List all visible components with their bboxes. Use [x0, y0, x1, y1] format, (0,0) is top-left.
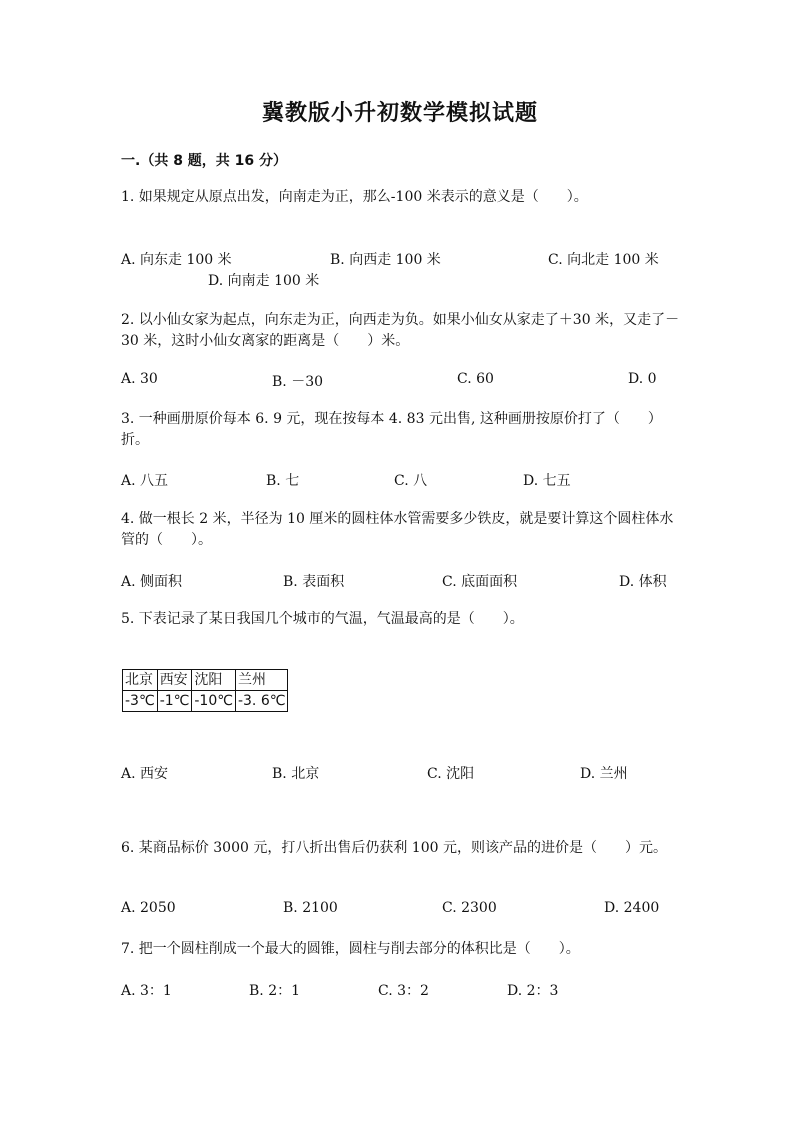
- q6-option-b[interactable]: B. 2100: [283, 900, 338, 916]
- q2-option-d[interactable]: D. 0: [628, 371, 657, 387]
- question-3: 3. 一种画册原价每本 6. 9 元，现在按每本 4. 83 元出售, 这种画册按原价打了（ ）折。: [121, 411, 662, 448]
- table-cell-temp: -1℃: [157, 691, 192, 712]
- question-5: 5. 下表记录了某日我国几个城市的气温，气温最高的是（ ）。: [121, 611, 524, 627]
- table-cell-temp: -3. 6℃: [235, 691, 288, 712]
- q7-option-c[interactable]: C. 3：2: [378, 983, 429, 999]
- q7-option-b[interactable]: B. 2：1: [249, 983, 301, 999]
- q4-option-c[interactable]: C. 底面面积: [442, 574, 518, 590]
- q2-option-a[interactable]: A. 30: [121, 371, 158, 387]
- q1-option-d[interactable]: D. 向南走 100 米: [208, 273, 320, 289]
- q3-option-c[interactable]: C. 八: [394, 473, 428, 489]
- table-cell-city: 沈阳: [192, 670, 236, 691]
- q2-option-b[interactable]: B. －30: [272, 374, 324, 390]
- q6-option-a[interactable]: A. 2050: [121, 900, 176, 916]
- q4-option-d[interactable]: D. 体积: [619, 574, 667, 590]
- table-cell-city: 西安: [157, 670, 192, 691]
- q4-option-a[interactable]: A. 侧面积: [121, 574, 183, 590]
- q5-option-b[interactable]: B. 北京: [272, 766, 320, 782]
- question-4: 4. 做一根长 2 米，半径为 10 厘米的圆柱体水管需要多少铁皮，就是要计算这个圆柱体水管的（ ）。: [121, 511, 674, 548]
- temperature-table: [122, 669, 288, 712]
- q1-option-a[interactable]: A. 向东走 100 米: [121, 252, 232, 268]
- q7-option-a[interactable]: A. 3：1: [121, 983, 172, 999]
- q6-option-d[interactable]: D. 2400: [604, 900, 660, 916]
- table-row: [123, 670, 288, 691]
- q7-option-d[interactable]: D. 2：3: [507, 983, 559, 999]
- table-row: [123, 691, 288, 712]
- section-heading: 一.（共 8 题，共 16 分）: [121, 153, 288, 169]
- q5-option-c[interactable]: C. 沈阳: [427, 766, 475, 782]
- question-6: 6. 某商品标价 3000 元，打八折出售后仍获利 100 元，则该产品的进价是（ ）元。: [121, 840, 667, 856]
- q2-option-c[interactable]: C. 60: [457, 371, 494, 387]
- q1-option-b[interactable]: B. 向西走 100 米: [330, 252, 441, 268]
- q3-option-b[interactable]: B. 七: [266, 473, 300, 489]
- question-2: 2. 以小仙女家为起点，向东走为正，向西走为负。如果小仙女从家走了＋30 米，又走了－30 米，这时小仙女离家的距离是（ ）米。: [121, 312, 680, 349]
- q6-option-c[interactable]: C. 2300: [442, 900, 497, 916]
- table-cell-city: 北京: [123, 670, 158, 691]
- q5-option-d[interactable]: D. 兰州: [580, 766, 628, 782]
- question-7: 7. 把一个圆柱削成一个最大的圆锥，圆柱与削去部分的体积比是（ ）。: [121, 941, 580, 957]
- question-1: 1. 如果规定从原点出发，向南走为正，那么-100 米表示的意义是（ ）。: [121, 189, 588, 205]
- page-title: 冀教版小升初数学模拟试题: [261, 101, 538, 126]
- table-cell-temp: -10℃: [192, 691, 236, 712]
- q5-option-a[interactable]: A. 西安: [121, 766, 169, 782]
- q4-option-b[interactable]: B. 表面积: [283, 574, 345, 590]
- q3-option-d[interactable]: D. 七五: [523, 473, 571, 489]
- table-cell-city: 兰州: [235, 670, 288, 691]
- q3-option-a[interactable]: A. 八五: [121, 473, 169, 489]
- table-cell-temp: -3℃: [123, 691, 158, 712]
- q1-option-c[interactable]: C. 向北走 100 米: [548, 252, 659, 268]
